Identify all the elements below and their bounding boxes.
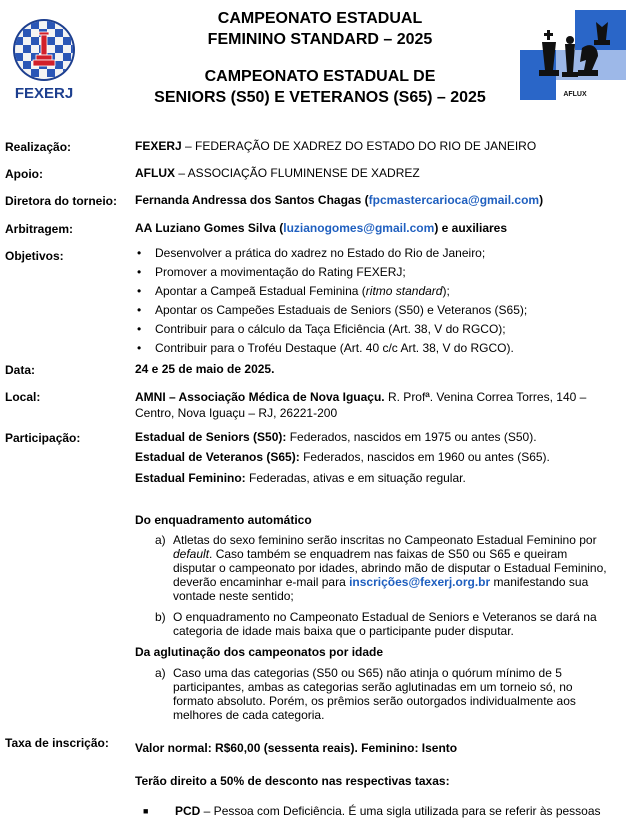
participacao-s50: Estadual de Seniors (S50): Federados, nascidos em 1975 ou antes (S50).	[135, 430, 537, 444]
participacao-feminino: Estadual Feminino: Federadas, ativas e em situação regular.	[135, 471, 466, 485]
realizacao-org: FEXERJ	[135, 139, 182, 153]
enquadramento-heading: Do enquadramento automático	[135, 513, 312, 527]
diretora-close: )	[539, 193, 544, 207]
title-block-1	[90, 8, 550, 50]
apoio-org: AFLUX	[135, 166, 175, 180]
diretora-value	[135, 193, 619, 208]
list-item: • Promover a movimentação do Rating FEXERJ;	[135, 263, 619, 282]
objetivos-list	[135, 244, 619, 358]
apoio-value	[135, 166, 619, 181]
list-item: • Contribuir para o cálculo da Taça Eficiência (Art. 38, V do RGCO);	[135, 320, 619, 339]
aflux-logo-text: AFLUX	[563, 91, 587, 98]
objetivos-list-wrap	[135, 244, 619, 358]
title-line-4: SENIORS (S50) E VETERANOS (S65) – 2025	[154, 89, 486, 106]
arbitragem-name: AA Luziano Gomes Silva (	[135, 221, 284, 235]
apoio-text: – ASSOCIAÇÃO FLUMINENSE DE XADREZ	[175, 166, 420, 180]
diretora-name: Fernanda Andressa dos Santos Chagas (	[135, 193, 369, 207]
local-address-2: Centro, Nova Iguaçu – RJ, 26221-200	[135, 406, 338, 420]
objetivos-label: Objetivos:	[5, 249, 64, 263]
realizacao-value	[135, 139, 619, 154]
list-item: • Apontar a Campeã Estadual Feminina (ritmo standard);	[135, 282, 619, 301]
arbitragem-close: ) e auxiliares	[434, 221, 508, 235]
realizacao-text: – FEDERAÇÃO DE XADREZ DO ESTADO DO RIO DE JANEIRO	[181, 139, 537, 153]
local-label: Local:	[5, 390, 41, 404]
fexerj-logo	[10, 18, 80, 102]
arbitragem-value	[135, 221, 619, 236]
diretora-label: Diretora do torneio:	[5, 194, 118, 208]
enquadramento-item-a: a) Atletas do sexo feminino serão inscritas no Campeonato Estadual Feminino por default. Caso também se enquadrem nas faixas de S50 ou S65 e queiram disputar o campeonato por idades, abrindo mão de disputar o Estadual Feminino, deverão encaminhar e-mail para inscrições@fexerj.org.br manifestando sua vontade neste sentido;	[155, 533, 607, 603]
aglutinacao-item-a: a) Caso uma das categorias (S50 ou S65) não atinja o quórum mínimo de 5 participantes, ambas as categorias serão aglutinadas em um torneio só, no formato absoluto. Porém, os prêmios serão outorgados individualmente aos melhores de cada categoria.	[155, 666, 576, 722]
data-value: 24 e 25 de maio de 2025.	[135, 362, 275, 376]
title-line-1: CAMPEONATO ESTADUAL	[217, 10, 423, 27]
diretora-email-link[interactable]: fpcmastercarioca@gmail.com	[368, 193, 540, 207]
arbitragem-label: Arbitragem:	[5, 222, 74, 236]
fexerj-logo-text: FEXERJ	[14, 85, 74, 102]
title-block-2	[90, 66, 550, 108]
taxa-value: Valor normal: R$60,00 (sessenta reais). Feminino: Isento	[135, 741, 458, 755]
title-line-2: FEMININO STANDARD – 2025	[207, 31, 433, 48]
local-value	[135, 389, 619, 421]
list-item: • Desenvolver a prática do xadrez no Estado do Rio de Janeiro;	[135, 244, 619, 263]
list-item: • Contribuir para o Troféu Destaque (Art. 40 c/c Art. 38, V do RGCO).	[135, 339, 619, 358]
participacao-s65: Estadual de Veteranos (S65): Federados, nascidos em 1960 ou antes (S65).	[135, 450, 550, 464]
taxa-desconto: Terão direito a 50% de desconto nas respectivas taxas:	[135, 774, 450, 788]
local-venue: AMNI – Associação Médica de Nova Iguaçu.	[135, 390, 385, 404]
realizacao-label: Realização:	[5, 140, 72, 154]
title-line-3: CAMPEONATO ESTADUAL DE	[204, 68, 436, 85]
taxa-label: Taxa de inscrição:	[5, 736, 109, 750]
inscricoes-email-link[interactable]: inscrições@fexerj.org.br	[349, 575, 491, 589]
local-address-1: R. Profª. Venina Correa Torres, 140 –	[384, 390, 587, 404]
data-label: Data:	[5, 363, 36, 377]
taxa-pcd: ■ PCD – Pessoa com Deficiência. É uma sigla utilizada para se referir às pessoas	[143, 804, 601, 818]
aglutinacao-heading: Da aglutinação dos campeonatos por idade	[135, 645, 384, 659]
list-item: • Apontar os Campeões Estaduais de Seniors (S50) e Veteranos (S65);	[135, 301, 619, 320]
apoio-label: Apoio:	[5, 167, 43, 181]
arbitragem-email-link[interactable]: luzianogomes@gmail.com	[283, 221, 435, 235]
enquadramento-item-b: b) O enquadramento no Campeonato Estadual de Seniors e Veteranos se dará na categoria de idade mais baixa que o participante puder disputar.	[155, 610, 597, 638]
participacao-label: Participação:	[5, 431, 81, 445]
